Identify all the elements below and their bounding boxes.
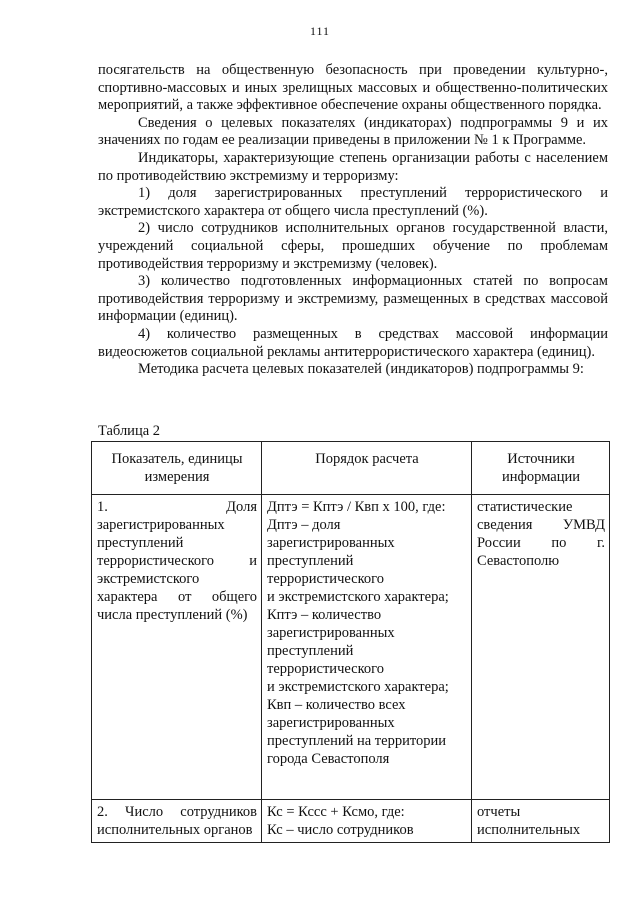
calculation-cell (262, 495, 472, 800)
table-row (92, 495, 610, 800)
paragraph: Индикаторы, характеризующие степень организации работы с населением по противодействию экстремизму и терроризму: (98, 149, 608, 184)
formula: Дптэ = Кптэ / Квп х 100, где: (267, 499, 446, 515)
calc-line: зарегистрированных (267, 715, 395, 731)
paragraph: посягательств на общественную безопасность при проведении культурно-, спортивно-массовых и иных зрелищных массовых и общественно-политических мероприятий, а также эффективное обеспечение охраны общественного порядка. (98, 62, 608, 114)
paragraph: Сведения о целевых показателях (индикаторах) подпрограммы 9 и их значениях по годам ее реализации приведены в приложении № 1 к Программе. (98, 114, 608, 149)
table-row (92, 800, 610, 843)
source-cell: статистические сведения УМВД России по г. Севастополю (472, 495, 610, 800)
calc-line: Кптэ – количество (267, 607, 382, 623)
calc-line: террористического (267, 571, 384, 587)
source-cell: отчеты исполнительных (472, 800, 610, 843)
calc-line: преступлений на территории (267, 733, 446, 749)
indicator-cell: 1. Доля зарегистрированных преступлений террористического и экстремистского характера от общего числа преступлений (%) (92, 495, 262, 800)
paragraph: 4) количество размещенных в средствах массовой информации видеосюжетов социальной рекламы антитеррористического характера (единиц). (98, 325, 608, 360)
column-header-indicator: Показатель, единицы измерения (92, 442, 262, 495)
page-number: 111 (309, 24, 331, 38)
calc-line: и экстремистского характера; (267, 589, 449, 605)
table-label: Таблица 2 (98, 423, 161, 439)
formula: Кс = Кссс + Ксмо, где: (267, 804, 405, 820)
calc-line: преступлений (267, 553, 354, 569)
calc-line: преступлений (267, 643, 354, 659)
calc-line: и экстремистского характера; (267, 679, 449, 695)
calc-line: города Севастополя (267, 751, 390, 767)
calc-line: Кс – число сотрудников (267, 822, 414, 838)
calculation-cell (262, 800, 472, 843)
calc-line: зарегистрированных (267, 535, 395, 551)
body-text (98, 62, 608, 379)
column-header-source: Источники информации (472, 442, 610, 495)
indicators-table (91, 441, 610, 843)
column-header-calculation: Порядок расчета (262, 442, 472, 495)
calc-line: зарегистрированных (267, 625, 395, 641)
paragraph: Методика расчета целевых показателей (индикаторов) подпрограммы 9: (138, 361, 584, 378)
table-header-row (92, 442, 610, 495)
calc-line: террористического (267, 661, 384, 677)
calc-line: Квп – количество всех (267, 697, 406, 713)
calc-line: Дптэ – доля (267, 517, 341, 533)
paragraph: 1) доля зарегистрированных преступлений террористического и экстремистского характера от общего числа преступлений (%). (98, 185, 608, 219)
paragraph: 2) число сотрудников исполнительных органов государственной власти, учреждений социальной сферы, прошедших обучение по проблемам противодействия терроризму и экстремизму (человек). (98, 220, 608, 272)
paragraph: 3) количество подготовленных информационных статей по вопросам противодействия терроризму и экстремизму, размещенных в средствах массовой информации (единиц). (98, 273, 608, 325)
indicator-cell: 2. Число сотрудников исполнительных органов (92, 800, 262, 843)
